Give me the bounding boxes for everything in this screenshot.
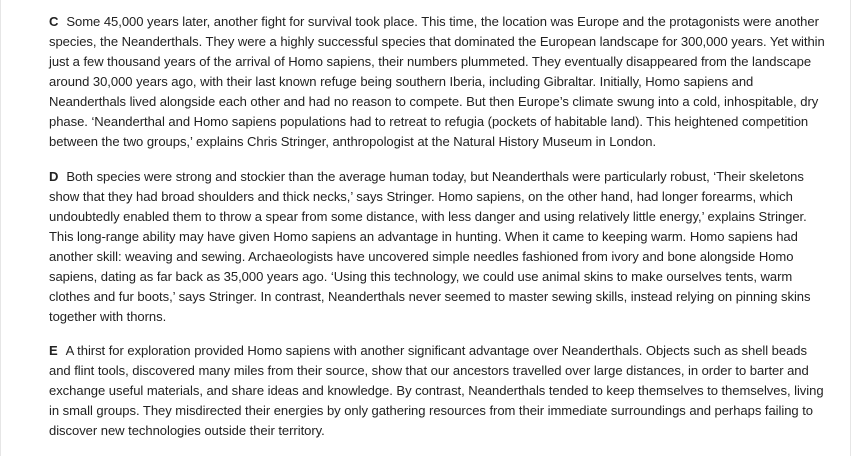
paragraph-c [49, 12, 831, 152]
paragraph-text-e: A thirst for exploration provided Homo sapiens with another significant advantage over Neanderthals. Objects such as shell beads and flint tools, discovered many miles from their source, show that our ancestors travelled over large distances, in order to barter and exchange useful materials, and share ideas and knowledge. By contrast, Neanderthals tended to keep themselves to themselves, living in small groups. They misdirected their energies by only gathering resources from their immediate surroundings and perhaps failing to discover new technologies outside their territory. [49, 343, 824, 438]
paragraph-d [49, 167, 831, 327]
paragraph-text-d: Both species were strong and stockier than the average human today, but Neanderthals were particularly robust, ‘Their skeletons show that they had broad shoulders and thick necks,’ says Stringer. Homo sapiens, on the other hand, had longer forearms, which undoubtedly enabled them to throw a spear from some distance, with less danger and using relatively little energy,’ explains Stringer. This long-range ability may have given Homo sapiens an advantage in hunting. When it came to keeping warm. Homo sapiens had another skill: weaving and sewing. Archaeologists have uncovered simple needles fashioned from ivory and bone alongside Homo sapiens, dating as far back as 35,000 years ago. ‘Using this technology, we could use animal skins to make ourselves tents, warm clothes and fur boots,’ says Stringer. In contrast, Neanderthals never seemed to master sewing skills, instead relying on pinning skins together with thorns. [49, 169, 811, 324]
paragraph-text-c: Some 45,000 years later, another fight for survival took place. This time, the location was Europe and the protagonists were another species, the Neanderthals. They were a highly successful species that dominated the European landscape for 300,000 years. Yet within just a few thousand years of the arrival of Homo sapiens, their numbers plummeted. They eventually disappeared from the landscape around 30,000 years ago, with their last known refuge being southern Iberia, including Gibraltar. Initially, Homo sapiens and Neanderthals lived alongside each other and had no reason to compete. But then Europe’s climate swung into a cold, inhospitable, dry phase. ‘Neanderthal and Homo sapiens populations had to retreat to refugia (pockets of habitable land). This heightened competition between the two groups,’ explains Chris Stringer, anthropologist at the Natural History Museum in London. [49, 14, 825, 149]
paragraph-letter-d: D [49, 169, 59, 184]
paragraph-letter-e: E [49, 343, 58, 358]
paragraph-letter-c: C [49, 14, 59, 29]
paragraph-e [49, 341, 831, 441]
